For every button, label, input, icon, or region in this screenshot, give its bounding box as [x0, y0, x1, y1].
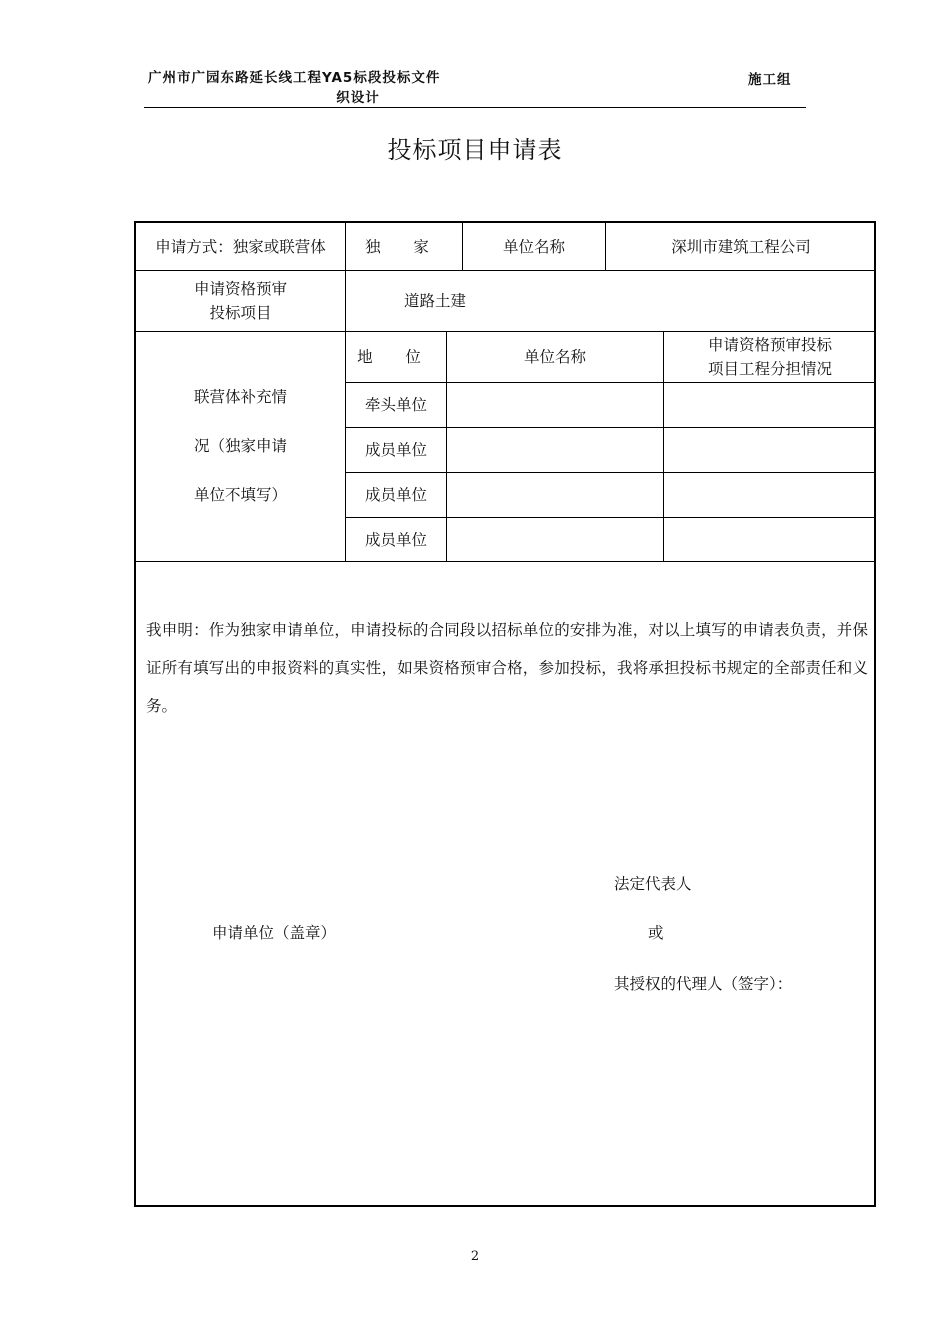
application-form [134, 221, 876, 1207]
table-row-unit-name[interactable] [447, 383, 663, 427]
declaration-text: 我申明：作为独家申请单位，申请投标的合同段以招标单位的安排为准，对以上填写的申请表负责，并保证所有填写出的申报资料的真实性，如果资格预审合格，参加投标，我将承担投标书规定的全部责任和义务。 [146, 621, 868, 715]
method-value: 独 家 [365, 237, 443, 256]
table-row-unit-name[interactable] [447, 473, 663, 517]
col-header-share [664, 332, 876, 382]
running-header-title [148, 68, 568, 108]
col-header-share-line1: 申请资格预审投标 [707, 336, 832, 354]
running-header-line2: 织设计 [336, 90, 380, 106]
method-label: 申请方式：独家或联营体 [155, 237, 326, 256]
table-row-position: 成员单位 [364, 530, 427, 549]
applicant-seal-label: 申请单位（盖章） [212, 924, 337, 942]
consortium-label [136, 332, 345, 561]
col-header-share-line2: 项目工程分担情况 [707, 360, 832, 378]
consortium-label-line3: 单位不填写） [193, 486, 287, 504]
table-row-share[interactable] [664, 473, 876, 517]
or-label: 或 [648, 924, 664, 942]
consortium-label-line2: 况（独家申请 [193, 437, 287, 455]
consortium-label-line1: 联营体补充情 [193, 388, 287, 406]
row-divider [136, 561, 876, 562]
unit-name-label: 单位名称 [502, 237, 565, 256]
unit-name-value: 深圳市建筑工程公司 [671, 237, 811, 256]
prequal-project-value: 道路土建 [404, 292, 467, 310]
table-row-share[interactable] [664, 428, 876, 472]
table-row-share[interactable] [664, 383, 876, 427]
table-row-unit-name[interactable] [447, 518, 663, 561]
prequal-project-label-line1: 申请资格预审 [193, 280, 287, 298]
prequal-project-label-line2: 投标项目 [209, 304, 272, 322]
col-header-unit-name: 单位名称 [523, 348, 586, 366]
running-header-line1: 广州市广园东路延长线工程YA5标段投标文件 [148, 70, 441, 86]
page-number: 2 [470, 1249, 480, 1264]
prequal-project-label [136, 271, 345, 331]
col-header-position: 地 位 [357, 348, 435, 366]
running-header-section: 施工组 [748, 72, 792, 88]
legal-representative-label: 法定代表人 [614, 875, 692, 893]
page-title: 投标项目申请表 [387, 136, 563, 164]
table-row-position: 牵头单位 [364, 396, 427, 414]
header-rule [144, 107, 806, 108]
table-row-share[interactable] [664, 518, 876, 561]
table-row-position: 成员单位 [364, 441, 427, 459]
authorized-agent-label: 其授权的代理人（签字）： [614, 975, 793, 993]
table-row-unit-name[interactable] [447, 428, 663, 472]
table-row-position: 成员单位 [364, 486, 427, 504]
